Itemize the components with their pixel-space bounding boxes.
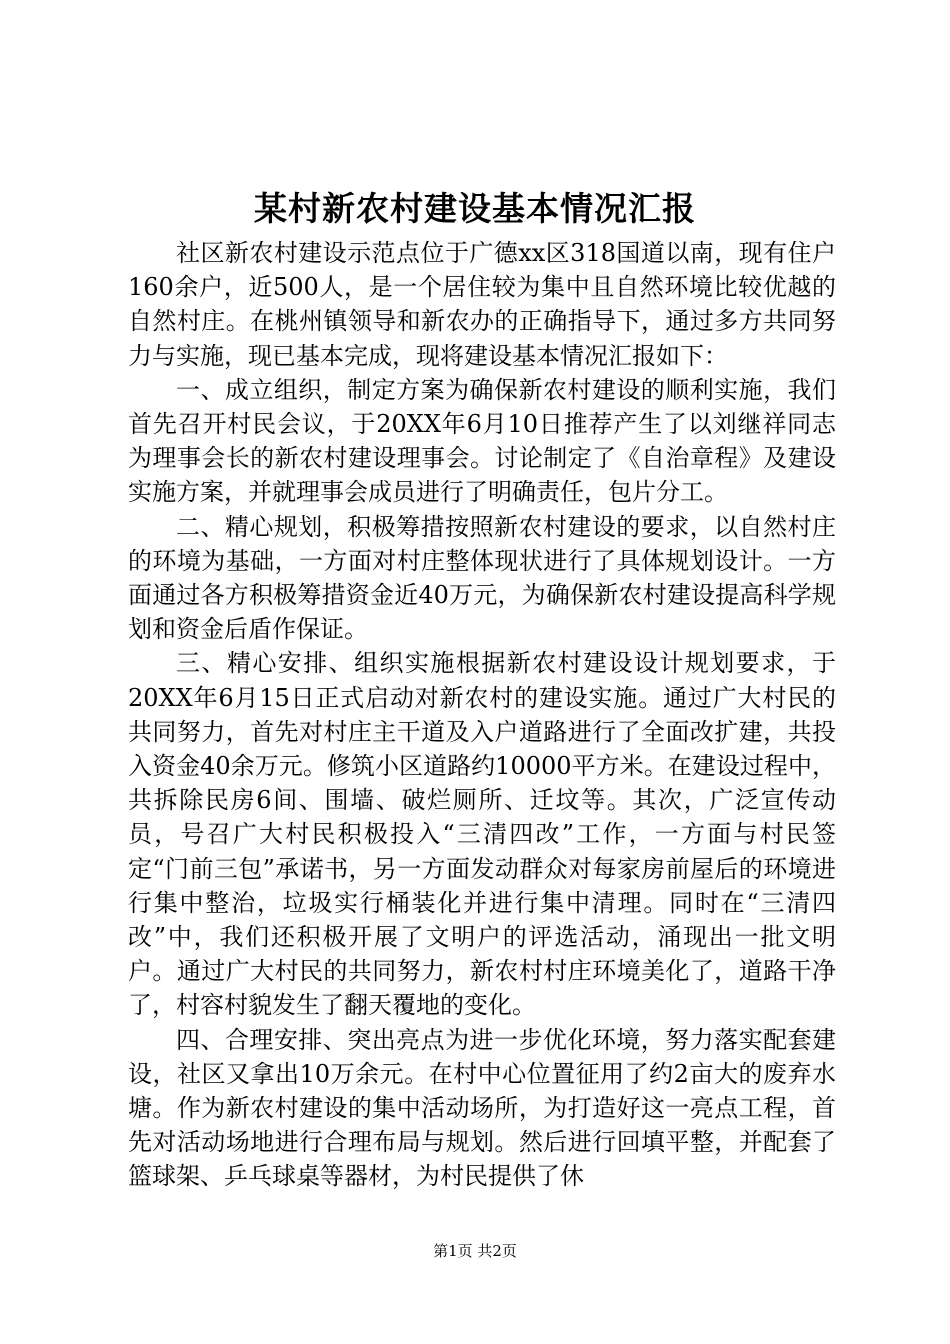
paragraph-section-4: 四、合理安排、突出亮点为进一步优化环境，努力落实配套建设，社区又拿出10万余元。在村中心位置征用了约2亩大的废弃水塘。作为新农村建设的集中活动场所，为打造好这一亮点工程，首先对活动场地进行合理布局与规划。然后进行回填平整，并配套了篮球架、乒乓球桌等器材，为村民提供了休	[128, 1025, 836, 1191]
document-body	[128, 236, 836, 1194]
paragraph-section-1: 一、成立组织，制定方案为确保新农村建设的顺利实施，我们首先召开村民会议，于20XX年6月10日推荐产生了以刘继祥同志为理事会长的新农村建设理事会。讨论制定了《自治章程》及建设实施方案，并就理事会成员进行了明确责任，包片分工。	[128, 375, 836, 507]
document-title: 某村新农村建设基本情况汇报	[254, 189, 696, 228]
paragraph-intro: 社区新农村建设示范点位于广德xx区318国道以南，现有住户160余户，近500人，是一个居住较为集中且自然环境比较优越的自然村庄。在桃州镇领导和新农办的正确指导下，通过多方共同努力与实施，现已基本完成，现将建设基本情况汇报如下：	[128, 239, 836, 370]
paragraph-section-3: 三、精心安排、组织实施根据新农村建设设计规划要求，于20XX年6月15日正式启动对新农村的建设实施。通过广大村民的共同努力，首先对村庄主干道及入户道路进行了全面改扩建，共投入资金40余万元。修筑小区道路约10000平方米。在建设过程中，共拆除民房6间、围墙、破烂厕所、迁坟等。其次，广泛宣传动员，号召广大村民积极投入“三清四改”工作，一方面与村民签定“门前三包”承诺书，另一方面发动群众对每家房前屋后的环境进行集中整治，垃圾实行桶装化并进行集中清理。同时在“三清四改”中，我们还积极开展了文明户的评选活动，涌现出一批文明户。通过广大村民的共同努力，新农村村庄环境美化了，道路干净了，村容村貌发生了翻天覆地的变化。	[128, 649, 836, 1020]
paragraph-section-2: 二、精心规划，积极筹措按照新农村建设的要求，以自然村庄的环境为基础，一方面对村庄整体现状进行了具体规划设计。一方面通过各方积极筹措资金近40万元，为确保新农村建设提高科学规划和资金后盾作保证。	[128, 512, 836, 644]
page-footer: 第1页 共2页	[433, 1242, 517, 1260]
